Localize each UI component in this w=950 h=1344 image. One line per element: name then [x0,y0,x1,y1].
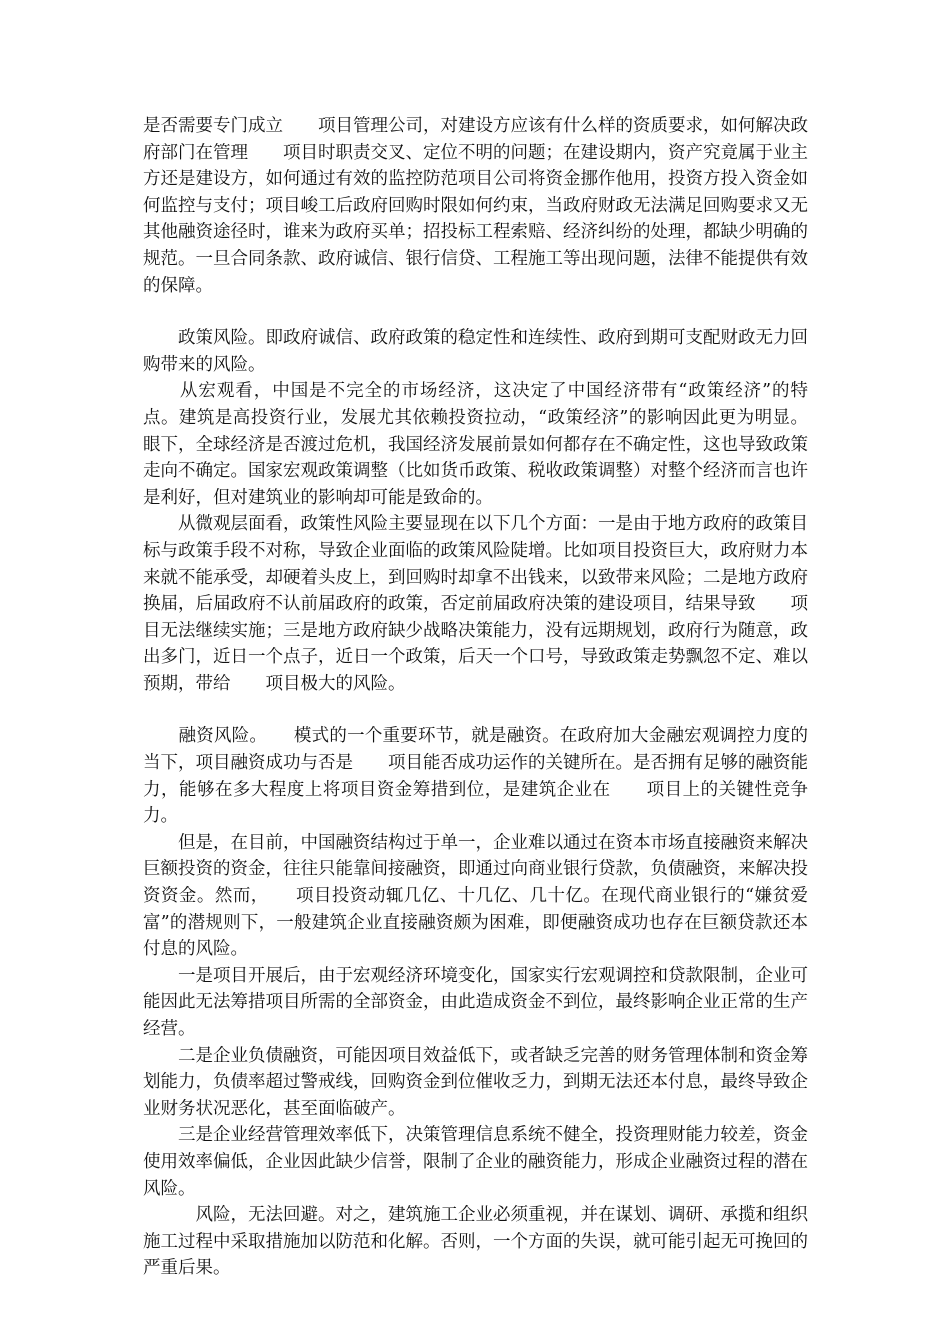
paragraph-risk-one: 一是项目开展后，由于宏观经济环境变化，国家实行宏观调控和贷款限制，企业可能因此无法筹措项目所需的全部资金，由此造成资金不到位，最终影响企业正常的生产经营。 [143,965,808,1039]
document-body [143,113,808,1282]
paragraph-conclusion: 风险，无法回避。对之，建筑施工企业必须重视，并在谋划、调研、承揽和组织施工过程中采取措施加以防范和化解。否则，一个方面的失误，就可能引起无可挽回的严重后果。 [143,1205,808,1279]
paragraph-macro-view: 从宏观看，中国是不完全的市场经济，这决定了中国经济带有“政策经济”的特点。建筑是高投资行业，发展尤其依赖投资拉动，“政策经济”的影响因此更为明显。眼下，全球经济是否渡过危机，我国经济发展前景如何都存在不确定性，这也导致政策走向不确定。国家宏观政策调整（比如货币政策、税收政策调整）对整个经济而言也许是利好，但对建筑业的影响却可能是致命的。 [143,381,808,508]
paragraph-risk-three: 三是企业经营管理效率低下，决策管理信息系统不健全，投资理财能力较差，资金使用效率偏低，企业因此缺少信誉，限制了企业的融资能力，形成企业融资过程的潜在风险。 [143,1125,808,1199]
paragraph-spacer [143,697,808,723]
paragraph-risk-two: 二是企业负债融资，可能因项目效益低下，或者缺乏完善的财务管理体制和资金筹划能力，负债率超过警戒线，回购资金到位催收乏力，到期无法还本付息，最终导致企业财务状况恶化，甚至面临破产。 [143,1045,808,1119]
paragraph-financing-risk-heading: 融资风险。 模式的一个重要环节，就是融资。在政府加大金融宏观调控力度的当下，项目融资成功与否是 项目能否成功运作的关键所在。是否拥有足够的融资能力，能够在多大程度上将项目资金筹措到位，是建筑企业在 项目上的关键性竞争力。 [143,726,808,827]
paragraph-financing-structure: 但是，在目前，中国融资结构过于单一，企业难以通过在资本市场直接融资来解决巨额投资的资金，往往只能靠间接融资，即通过向商业银行贷款，负债融资，来解决投资资金。然而， 项目投资动辄几亿、十几亿、几十亿。在现代商业银行的“嫌贫爱富”的潜规则下，一般建筑企业直接融资颇为困难，即便融资成功也存在巨额贷款还本付息的风险。 [143,832,808,960]
paragraph-spacer [143,299,808,325]
paragraph-legal-issues: 是否需要专门成立 项目管理公司，对建设方应该有什么样的资质要求，如何解决政府部门在管理 项目时职责交叉、定位不明的问题；在建设期内，资产究竟属于业主方还是建设方，如何通过有效的监控防范项目公司将资金挪作他用，投资方投入资金如何监控与支付；项目峻工后政府回购时限如何约束，当政府财政无法满足回购要求又无其他融资途径时，谁来为政府买单；招投标工程索赔、经济纠纷的处理，都缺少明确的规范。一旦合同条款、政府诚信、银行信贷、工程施工等出现问题，法律不能提供有效的保障。 [143,116,808,296]
paragraph-policy-risk-heading: 政策风险。即政府诚信、政府政策的稳定性和连续性、政府到期可支配财政无力回购带来的风险。 [143,328,808,375]
paragraph-micro-view: 从微观层面看，政策性风险主要显现在以下几个方面：一是由于地方政府的政策目标与政策手段不对称，导致企业面临的政策风险陡增。比如项目投资巨大，政府财力本来就不能承受，却硬着头皮上，到回购时却拿不出钱来，以致带来风险；二是地方政府换届，后届政府不认前届政府的政策，否定前届政府决策的建设项目，结果导致 项目无法继续实施；三是地方政府缺少战略决策能力，没有远期规划，政府行为随意，政出多门，近日一个点子，近日一个政策，后天一个口号，导致政策走势飘忽不定、难以预期，带给 项目极大的风险。 [143,514,808,694]
